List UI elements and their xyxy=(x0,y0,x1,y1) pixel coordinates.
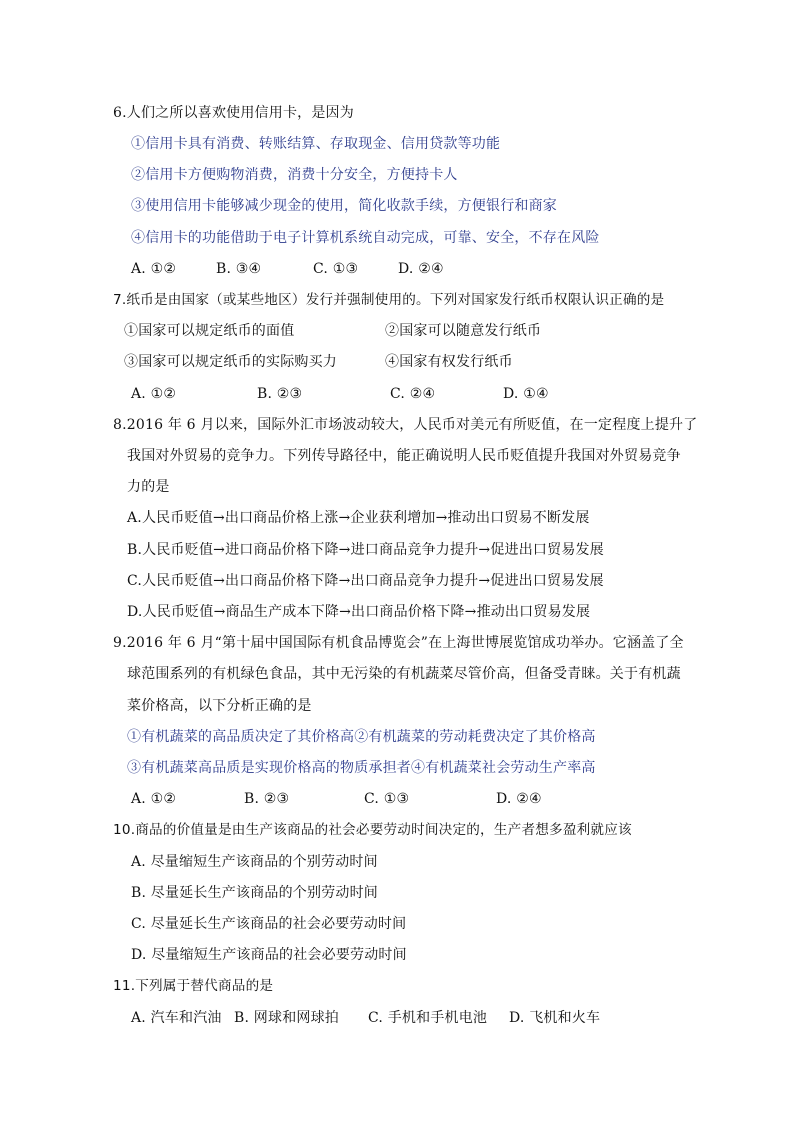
q7-item-4: ④国家有权发行纸币 xyxy=(385,354,513,370)
q7-item-3: ③国家可以规定纸币的实际购买力 xyxy=(124,354,337,370)
q8-stem-line-1: 8.2016 年 6 月以来，国际外汇市场波动较大，人民币对美元有所贬值，在一定程度上提升了 xyxy=(113,417,698,433)
q8-option-a: A.人民币贬值→出口商品价格上涨→企业获利增加→推动出口贸易不断发展 xyxy=(127,510,590,526)
q9-item-1: ①有机蔬菜的高品质决定了其价格高②有机蔬菜的劳动耗费决定了其价格高 xyxy=(127,729,596,745)
q8-option-c: C.人民币贬值→出口商品价格下降→出口商品竞争力提升→促进出口贸易发展 xyxy=(127,573,604,589)
q9-option-a: A. ①② xyxy=(131,791,177,807)
q7-stem: 7.纸币是由国家（或某些地区）发行并强制使用的。下列对国家发行纸币权限认识正确的是 xyxy=(113,292,665,308)
q7-option-b: B. ②③ xyxy=(257,386,303,402)
q9-stem-line-2: 球范围系列的有机绿色食品，其中无污染的有机蔬菜尽管价高，但备受青睐。关于有机蔬 xyxy=(127,666,681,682)
q11-stem: 11.下列属于替代商品的是 xyxy=(113,978,274,994)
q11-option-a: A. 汽车和汽油 xyxy=(131,1010,222,1026)
q6-option-a: A. ①② xyxy=(131,261,177,277)
q11-option-c: C. 手机和手机电池 xyxy=(368,1010,488,1026)
q6-item-2: ②信用卡方便购物消费，消费十分安全，方便持卡人 xyxy=(131,167,458,183)
q9-option-b: B. ②③ xyxy=(244,791,290,807)
q6-item-4: ④信用卡的功能借助于电子计算机系统自动完成，可靠、安全，不存在风险 xyxy=(131,230,600,246)
q7-option-d: D. ①④ xyxy=(503,386,549,402)
q6-item-3: ③使用信用卡能够减少现金的使用，简化收款手续，方便银行和商家 xyxy=(131,198,557,214)
q9-option-d: D. ②④ xyxy=(496,791,542,807)
q8-option-d: D.人民币贬值→商品生产成本下降→出口商品价格下降→推动出口贸易发展 xyxy=(127,604,591,620)
q11-option-b: B. 网球和网球拍 xyxy=(234,1010,339,1026)
q9-item-2: ③有机蔬菜高品质是实现价格高的物质承担者④有机蔬菜社会劳动生产率高 xyxy=(127,760,596,776)
q7-option-a: A. ①② xyxy=(131,386,177,402)
q8-option-b: B.人民币贬值→进口商品价格下降→进口商品竞争力提升→促进出口贸易发展 xyxy=(127,542,604,558)
q10-stem: 10.商品的价值量是由生产该商品的社会必要劳动时间决定的，生产者想多盈利就应该 xyxy=(113,822,632,838)
q7-item-1: ①国家可以规定纸币的面值 xyxy=(124,323,295,339)
q10-option-a: A. 尽量缩短生产该商品的个别劳动时间 xyxy=(131,854,378,870)
q9-stem-line-3: 菜价格高，以下分析正确的是 xyxy=(127,698,312,714)
q6-option-b: B. ③④ xyxy=(216,261,262,277)
q6-option-c: C. ①③ xyxy=(313,261,359,277)
q7-item-2: ②国家可以随意发行纸币 xyxy=(385,323,542,339)
q6-stem: 6.人们之所以喜欢使用信用卡，是因为 xyxy=(113,105,354,121)
q6-option-d: D. ②④ xyxy=(398,261,444,277)
q10-option-c: C. 尽量延长生产该商品的社会必要劳动时间 xyxy=(131,916,407,932)
q10-option-b: B. 尽量延长生产该商品的个别劳动时间 xyxy=(131,885,378,901)
q10-option-d: D. 尽量缩短生产该商品的社会必要劳动时间 xyxy=(131,947,407,963)
q6-item-1: ①信用卡具有消费、转账结算、存取现金、信用贷款等功能 xyxy=(131,136,501,152)
q8-stem-line-3: 力的是 xyxy=(127,479,170,495)
q9-option-c: C. ①③ xyxy=(364,791,410,807)
q8-stem-line-2: 我国对外贸易的竞争力。下列传导路径中，能正确说明人民币贬值提升我国对外贸易竞争 xyxy=(127,448,681,464)
q11-option-d: D. 飞机和火车 xyxy=(509,1010,601,1026)
q9-stem-line-1: 9.2016 年 6 月“第十届中国国际有机食品博览会”在上海世博展览馆成功举办。它涵盖了全 xyxy=(113,635,684,651)
q7-option-c: C. ②④ xyxy=(390,386,436,402)
